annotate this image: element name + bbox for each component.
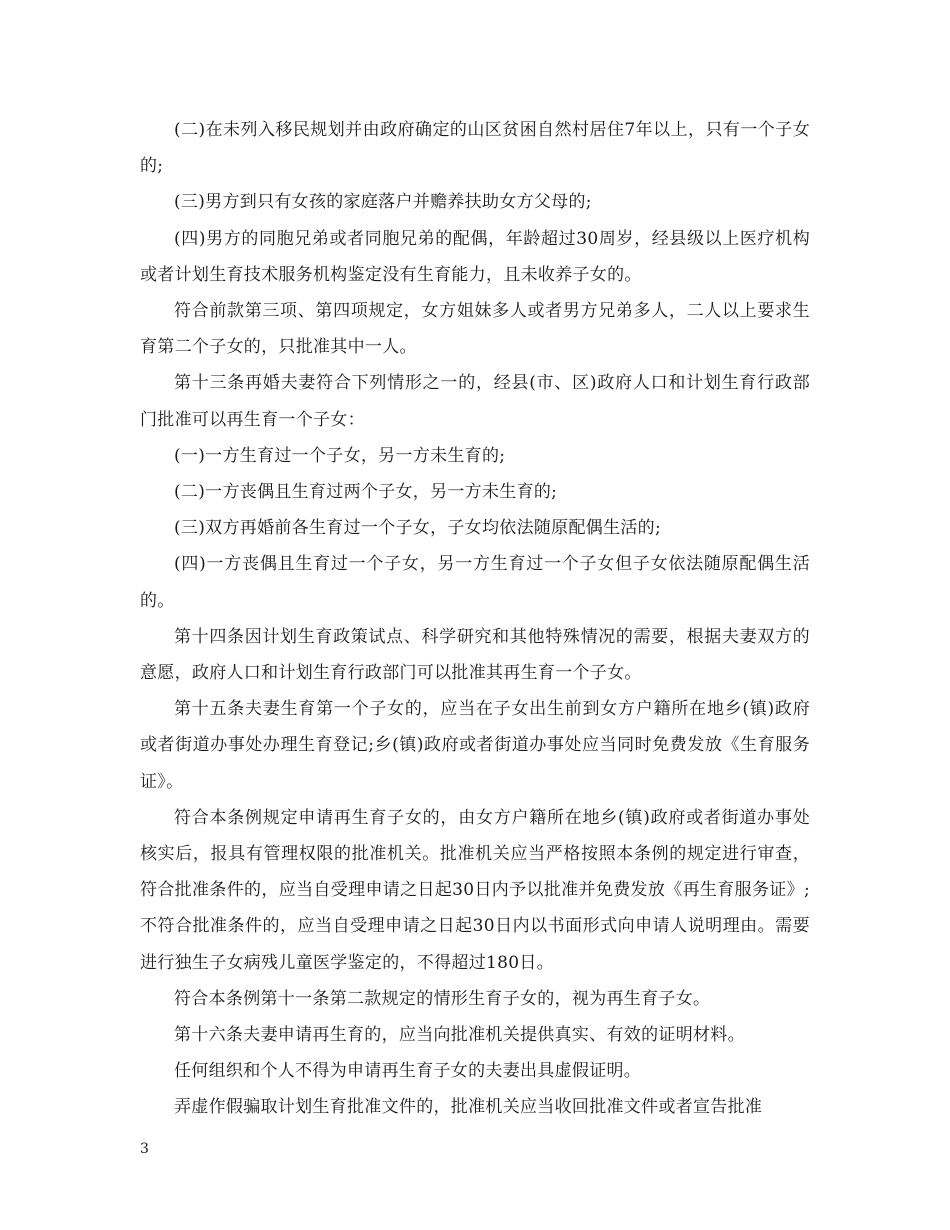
paragraph-2: (三)男方到只有女孩的家庭落户并赡养扶助女方父母的; — [174, 192, 592, 213]
paragraph-3: (四)男方的同胞兄弟或者同胞兄弟的配偶，年龄超过30周岁，经县级以上医疗机构或者计划生育技术服务机构鉴定没有生育能力，且未收养子女的。 — [140, 228, 810, 285]
paragraph-15: 任何组织和个人不得为申请再生育子女的夫妻出具虚假证明。 — [174, 1061, 642, 1082]
paragraph-16: 弄虚作假骗取计划生育批准文件的，批准机关应当收回批准文件或者宣告批准 — [174, 1097, 763, 1118]
paragraph-12: 符合本条例规定申请再生育子女的，由女方户籍所在地乡(镇)政府或者街道办事处核实后，报具有管理权限的批准机关。批准机关应当严格按照本条例的规定进行审查，符合批准条件的，应当自受理申请之日起30日内予以批准并免费发放《再生育服务证》;不符合批准条件的，应当自受理申请之日起30日内以书面形式向申请人说明理由。需要进行独生子女病残儿童医学鉴定的，不得超过180日。 — [140, 807, 810, 973]
paragraph-11: 第十五条夫妻生育第一个子女的，应当在子女出生前到女方户籍所在地乡(镇)政府或者街道办事处办理生育登记;乡(镇)政府或者街道办事处应当同时免费发放《生育服务证》。 — [140, 699, 810, 792]
paragraph-4: 符合前款第三项、第四项规定，女方姐妹多人或者男方兄弟多人，二人以上要求生育第二个子女的，只批准其中一人。 — [140, 301, 810, 358]
paragraph-6: (一)一方生育过一个子女，另一方未生育的; — [174, 445, 506, 466]
paragraph-13: 符合本条例第十一条第二款规定的情形生育子女的，视为再生育子女。 — [174, 988, 711, 1009]
page-number: 3 — [140, 1141, 149, 1157]
paragraph-10: 第十四条因计划生育政策试点、科学研究和其他特殊情况的需要，根据夫妻双方的意愿，政府人口和计划生育行政部门可以批准其再生育一个子女。 — [140, 626, 810, 684]
paragraph-8: (三)双方再婚前各生育过一个子女，子女均依法随原配偶生活的; — [174, 518, 661, 539]
body-text — [140, 112, 810, 1126]
paragraph-5: 第十三条再婚夫妻符合下列情形之一的，经县(市、区)政府人口和计划生育行政部门批准可以再生育一个子女： — [140, 373, 810, 430]
paragraph-14: 第十六条夫妻申请再生育的，应当向批准机关提供真实、有效的证明材料。 — [174, 1025, 745, 1046]
paragraph-7: (二)一方丧偶且生育过两个子女，另一方未生育的; — [174, 482, 558, 503]
paragraph-9: (四)一方丧偶且生育过一个子女，另一方生育过一个子女但子女依法随原配偶生活的。 — [140, 554, 810, 611]
paragraph-1: (二)在未列入移民规划并由政府确定的山区贫困自然村居住7年以上，只有一个子女的; — [140, 120, 810, 177]
